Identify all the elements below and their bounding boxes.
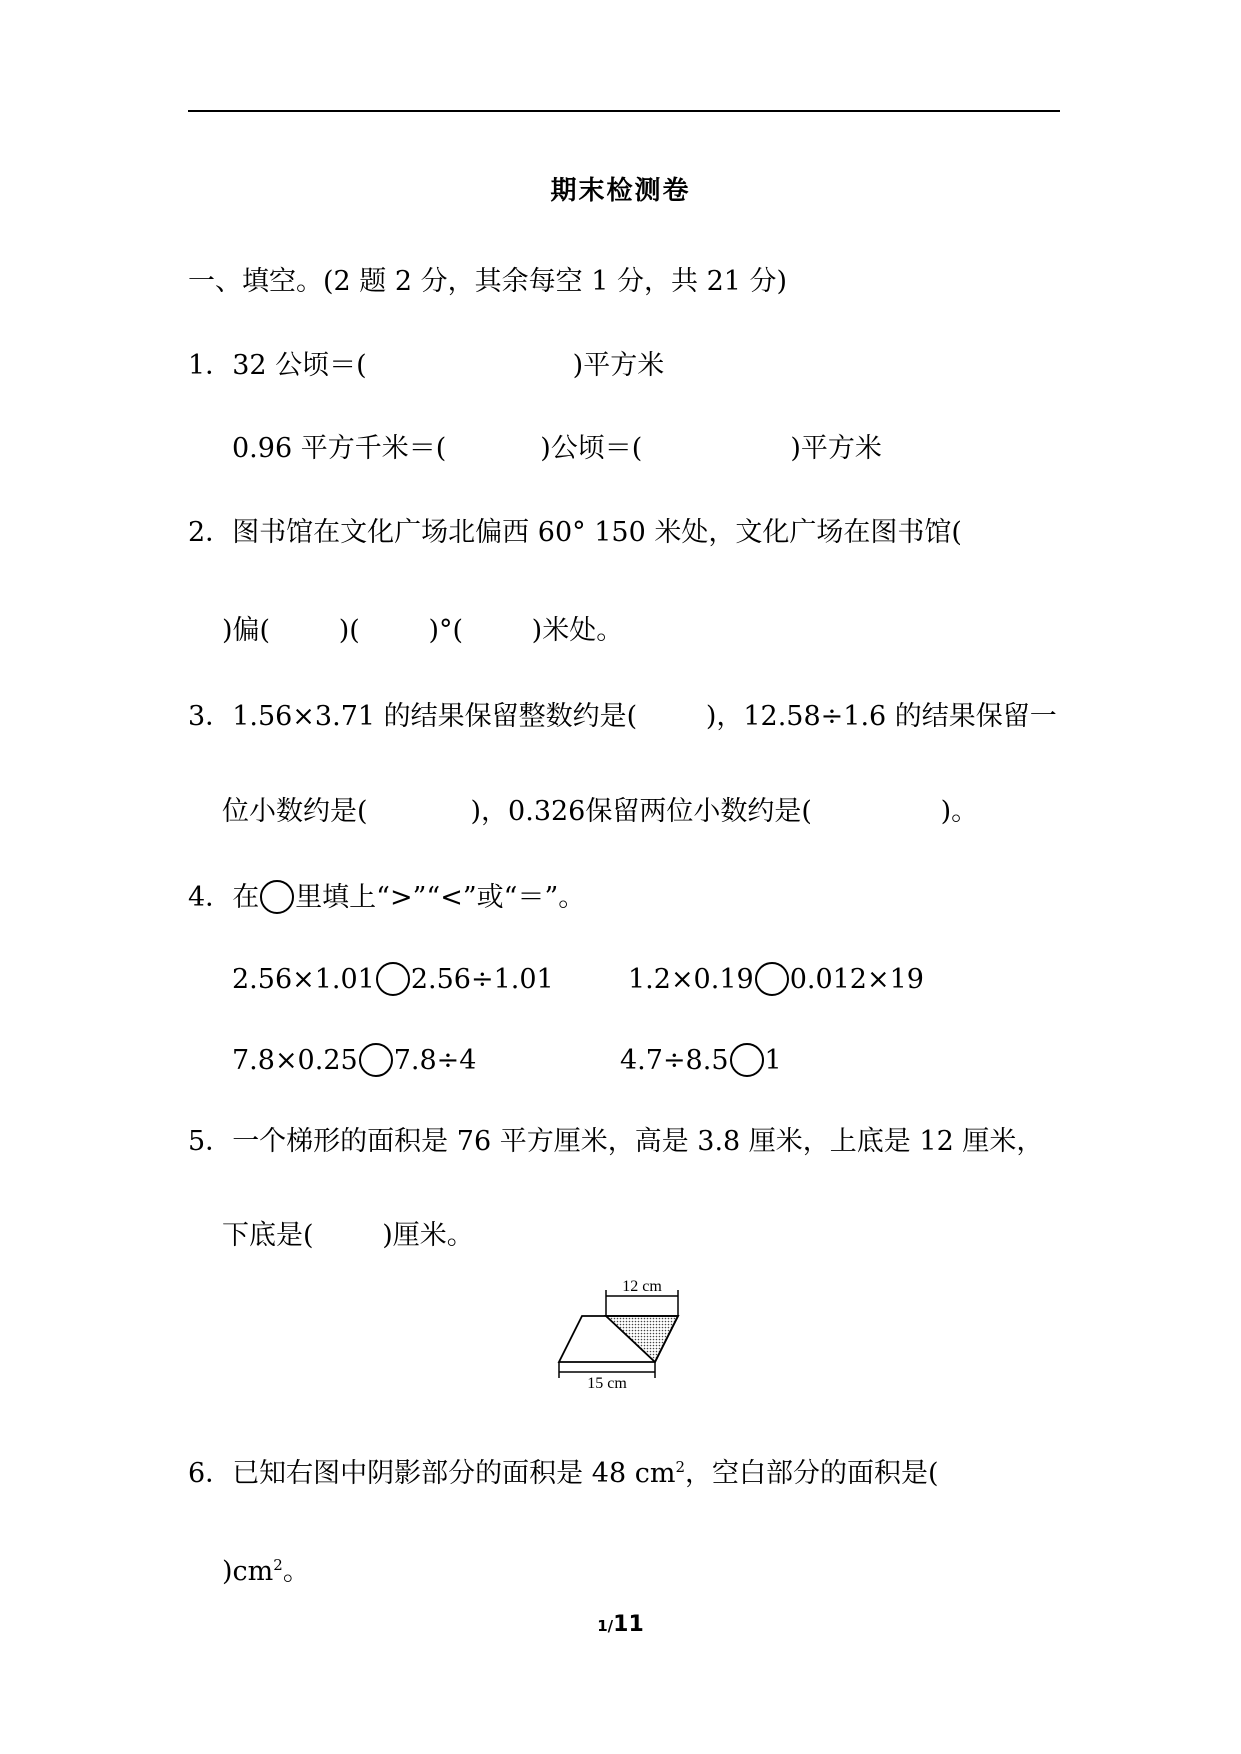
question-3-number: 3．	[188, 701, 233, 732]
top-length-label: 12 cm	[622, 1278, 662, 1295]
comparison-circle[interactable]	[730, 1043, 764, 1077]
comparison-item-4: 4.7÷8.5 1	[620, 1045, 782, 1076]
question-2-number: 2．	[188, 517, 233, 548]
circle-blank-icon	[260, 880, 294, 914]
question-2-line-1: 2．图书馆在文化广场北偏西 60° 150 米处，文化广场在图书馆(	[188, 517, 962, 548]
question-6-number: 6．	[188, 1458, 233, 1489]
parallelogram-figure	[550, 1278, 700, 1390]
question-1-line-1: 1．32 公顷＝( )平方米	[188, 350, 665, 381]
question-1-line-2: 0.96 平方千米＝( )公顷＝( )平方米	[232, 433, 882, 464]
question-6-line-2: )$cm^2$。	[222, 1556, 310, 1587]
section-heading: 一、填空。(2 题 2 分，其余每空 1 分，共 21 分)	[188, 266, 788, 297]
question-3-line-2: 位小数约是( )，0.326保留两位小数约是( )。	[222, 796, 979, 827]
question-6-line-1: 6．已知右图中阴影部分的面积是 48 $cm^2$，空白部分的面积是(	[188, 1458, 939, 1489]
bottom-length-label: 15 cm	[587, 1375, 627, 1390]
comparison-item-3: 7.8×0.25 7.8÷4	[232, 1045, 477, 1076]
question-3-line-1: 3．1.56×3.71 的结果保留整数约是( )，12.58÷1.6 的结果保留一	[188, 701, 1057, 732]
page-number: 1/11	[597, 1612, 644, 1637]
comparison-item-2: 1.2×0.19 0.012×19	[628, 964, 924, 995]
question-4-number: 4．	[188, 882, 233, 913]
comparison-circle[interactable]	[376, 962, 410, 996]
question-5-line-2: 下底是( )厘米。	[222, 1220, 474, 1251]
question-2-line-2: )偏( )( )°( )米处。	[222, 615, 624, 646]
question-5-line-1: 5．一个梯形的面积是 76 平方厘米，高是 3.8 厘米，上底是 12 厘米，	[188, 1126, 1044, 1157]
question-4-intro: 4．在 里填上“>”“<”或“＝”。	[188, 882, 586, 913]
comparison-circle[interactable]	[755, 962, 789, 996]
page-title: 期末检测卷	[550, 176, 691, 206]
comparison-circle[interactable]	[359, 1043, 393, 1077]
question-1-number: 1．	[188, 350, 233, 381]
question-5-number: 5．	[188, 1126, 233, 1157]
header-rule	[188, 110, 1060, 112]
comparison-item-1: 2.56×1.01 2.56÷1.01	[232, 964, 554, 995]
